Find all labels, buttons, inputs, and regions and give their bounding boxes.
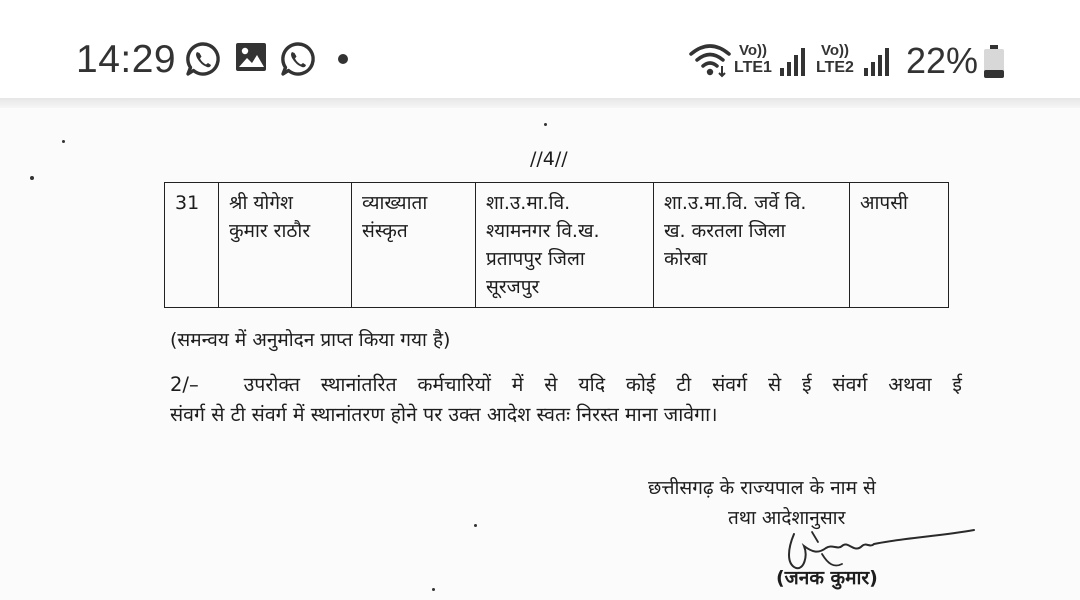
clause-line: संवर्ग से टी संवर्ग में स्थानांतरण होने पर उक्त आदेश स्वतः निरस्त माना जावेगा। (170, 403, 718, 426)
volte-indicator: Vo)) (738, 42, 767, 59)
post-cell (352, 183, 476, 308)
clause-word: से (544, 373, 558, 396)
scan-speck (62, 140, 65, 143)
employee-name-line: श्री योगेश (229, 192, 293, 214)
signatory-name: (जनक कुमार) (776, 567, 878, 589)
battery-percent: 22% (906, 40, 979, 81)
remark: आपसी (860, 192, 908, 214)
approval-note: (समन्वय में अनुमोदन प्राप्त किया गया है) (170, 329, 451, 351)
clause-line (170, 370, 962, 400)
post-line: व्याख्याता (362, 192, 428, 214)
signal-bars-icon (778, 46, 806, 78)
lte-indicator: LTE2 (816, 59, 854, 76)
employee-name-line: कुमार राठौर (229, 220, 311, 242)
more-notifications-dot-icon (338, 54, 348, 64)
whatsapp-icon (184, 40, 222, 78)
scan-speck (30, 176, 34, 180)
battery-icon (982, 44, 1006, 80)
clause-paragraph (170, 370, 962, 430)
page-number: //4// (530, 148, 568, 170)
to-school-cell (654, 183, 850, 308)
clause-word: अथवा (888, 373, 932, 396)
clause-number: 2/– (170, 373, 199, 396)
to-school-line: शा.उ.मा.वि. जर्वे वि. (664, 192, 807, 214)
scan-speck (432, 588, 435, 591)
lte-indicator: LTE1 (734, 59, 772, 76)
clause-word: यदि (578, 373, 606, 396)
signal-bars-icon (862, 46, 890, 78)
from-school-line: प्रतापपुर जिला (486, 248, 585, 270)
transfer-table (164, 182, 949, 308)
clause-word: संवर्ग (832, 373, 868, 396)
clause-word: ई (952, 373, 962, 396)
clause-word: उपरोक्त (243, 373, 300, 396)
volte-indicator: Vo)) (820, 42, 849, 59)
table-row (165, 183, 949, 308)
scan-speck (544, 123, 547, 126)
from-school-cell (476, 183, 654, 308)
sim2-network-label (816, 42, 854, 76)
status-bar (0, 0, 1080, 100)
sim1-network-label (734, 42, 772, 76)
post-line: संस्कृत (362, 220, 408, 242)
order-line: तथा आदेशानुसार (728, 507, 846, 529)
whatsapp-icon (279, 40, 317, 78)
authority-line: छत्तीसगढ़ के राज्यपाल के नाम से (648, 477, 876, 499)
clause-word: ई (801, 373, 812, 396)
status-bar-divider (0, 98, 1080, 108)
scan-speck (474, 524, 477, 527)
clause-word: कर्मचारियों (417, 373, 491, 396)
wifi-icon (688, 44, 732, 78)
gallery-icon (234, 40, 268, 74)
serial-number-cell (165, 183, 219, 308)
clause-word: कोई (625, 373, 656, 396)
document-page (0, 108, 1080, 600)
clause-word: संवर्ग (712, 373, 748, 396)
from-school-line: श्यामनगर वि.ख. (486, 220, 600, 242)
clause-word: में (511, 373, 524, 396)
to-school-line: कोरबा (664, 248, 708, 270)
from-school-line: सूरजपुर (486, 276, 540, 298)
employee-name-cell (219, 183, 352, 308)
clock: 14:29 (76, 38, 177, 81)
clause-word: टी (676, 373, 692, 396)
serial-number: 31 (175, 192, 200, 214)
clause-word: स्थानांतरित (320, 373, 397, 396)
remark-cell (850, 183, 949, 308)
from-school-line: शा.उ.मा.वि. (486, 192, 571, 214)
clause-word: से (767, 373, 782, 396)
to-school-line: ख. करतला जिला (664, 220, 786, 242)
